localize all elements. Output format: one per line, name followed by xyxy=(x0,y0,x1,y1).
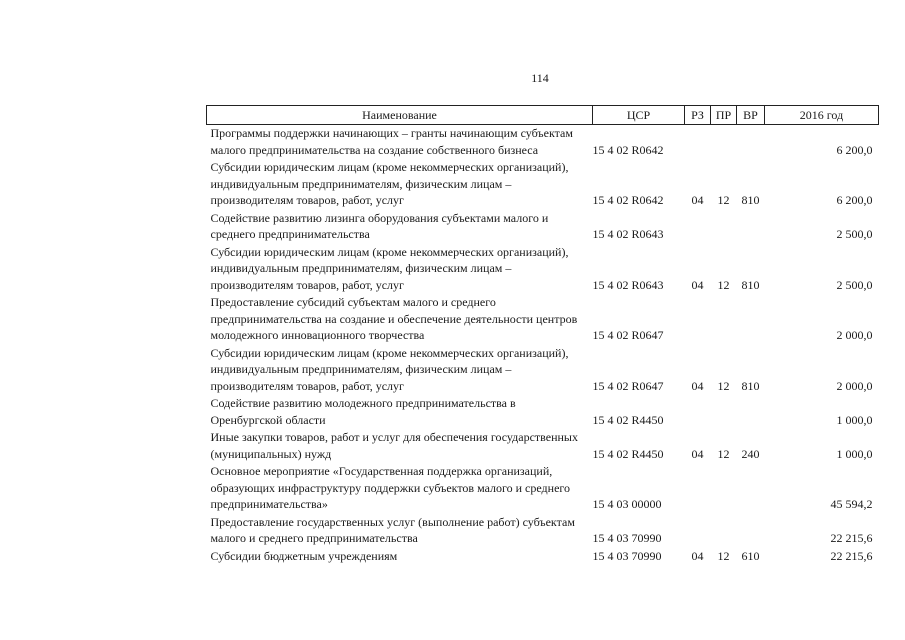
row-name: Иные закупки товаров, работ и услуг для обеспечения государственных (муниципальных) нужд xyxy=(210,430,578,461)
row-vr: 810 xyxy=(741,378,760,393)
row-name: Программы поддержки начинающих – гранты начинающим субъектам малого предпринимательства на создание собственного бизнеса xyxy=(210,126,573,157)
row-rz: 04 xyxy=(691,446,704,461)
table-row xyxy=(207,210,879,244)
row-rz: 04 xyxy=(691,378,704,393)
row-csr: 15 4 02 R0642 xyxy=(592,193,664,207)
row-pr: 12 xyxy=(717,193,730,207)
row-amount: 1 000,0 xyxy=(836,446,873,461)
row-name: Субсидии бюджетным учреждениям xyxy=(210,548,398,563)
row-vr: 240 xyxy=(741,446,760,461)
row-amount: 6 200,0 xyxy=(836,142,873,157)
table-row xyxy=(207,395,879,429)
row-pr: 12 xyxy=(717,378,730,393)
row-csr: 15 4 02 R0647 xyxy=(592,328,664,342)
row-pr: 12 xyxy=(717,548,730,563)
table-row xyxy=(207,514,879,548)
row-amount: 6 200,0 xyxy=(836,193,873,207)
row-rz xyxy=(685,463,711,514)
row-amount: 1 000,0 xyxy=(836,412,873,427)
row-pr xyxy=(711,210,737,244)
table-row xyxy=(207,159,879,210)
row-pr xyxy=(711,294,737,345)
table-row xyxy=(207,244,879,295)
row-pr: 12 xyxy=(717,446,730,461)
budget-table xyxy=(206,105,879,565)
row-csr: 15 4 02 R0642 xyxy=(592,142,664,157)
row-name: Содействие развитию лизинга оборудования субъектами малого и среднего предпринимательства xyxy=(210,210,549,241)
row-amount: 2 500,0 xyxy=(836,277,873,292)
row-name: Субсидии юридическим лицам (кроме некоммерческих организаций), индивидуальным предпринимателям, физическим лицам – производителям товаров, работ, услуг xyxy=(210,160,569,207)
row-vr xyxy=(737,125,765,160)
row-vr xyxy=(737,463,765,514)
table-row xyxy=(207,294,879,345)
row-name: Основное мероприятие «Государственная поддержка организаций, образующих инфраструктуру поддержки субъектов малого и среднего предпринимательства» xyxy=(210,464,571,511)
row-amount: 2 000,0 xyxy=(836,328,873,342)
row-rz xyxy=(685,210,711,244)
row-amount: 2 500,0 xyxy=(836,227,873,241)
row-name: Субсидии юридическим лицам (кроме некоммерческих организаций), индивидуальным предпринимателям, физическим лицам – производителям товаров, работ, услуг xyxy=(210,244,569,292)
table-row xyxy=(207,429,879,463)
row-vr xyxy=(737,210,765,244)
row-csr: 15 4 02 R0643 xyxy=(592,277,664,292)
row-vr xyxy=(737,514,765,548)
row-csr: 15 4 03 70990 xyxy=(592,531,662,545)
row-csr: 15 4 03 00000 xyxy=(592,497,662,511)
page-number: 114 xyxy=(531,71,549,85)
row-csr: 15 4 03 70990 xyxy=(592,548,662,563)
table-row xyxy=(207,548,879,566)
row-csr: 15 4 02 R0647 xyxy=(592,378,664,393)
row-rz xyxy=(685,294,711,345)
row-csr: 15 4 02 R0643 xyxy=(592,227,664,241)
row-name: Содействие развитию молодежного предпринимательства в Оренбургской области xyxy=(210,396,516,427)
row-amount: 45 594,2 xyxy=(830,497,873,511)
header-csr: ЦСР xyxy=(593,106,685,125)
header-year: 2016 год xyxy=(765,106,879,125)
row-amount: 2 000,0 xyxy=(836,378,873,393)
row-pr xyxy=(711,514,737,548)
table-row xyxy=(207,345,879,396)
row-pr xyxy=(711,395,737,429)
header-pr: ПР xyxy=(711,106,737,125)
row-vr xyxy=(737,395,765,429)
row-vr: 810 xyxy=(741,277,760,292)
table-body xyxy=(207,125,879,566)
row-vr: 610 xyxy=(741,548,760,563)
row-rz xyxy=(685,514,711,548)
header-rz: РЗ xyxy=(685,106,711,125)
row-amount: 22 215,6 xyxy=(830,548,873,563)
row-vr: 810 xyxy=(741,193,760,207)
row-pr: 12 xyxy=(717,277,730,292)
row-pr xyxy=(711,125,737,160)
row-name: Предоставление государственных услуг (выполнение работ) субъектам малого и среднего предпринимательства xyxy=(210,514,575,545)
row-amount: 22 215,6 xyxy=(830,531,873,545)
row-vr xyxy=(737,294,765,345)
table-row xyxy=(207,463,879,514)
row-csr: 15 4 02 R4450 xyxy=(592,446,664,461)
row-rz: 04 xyxy=(691,548,704,563)
table-row xyxy=(207,125,879,160)
row-name: Предоставление субсидий субъектам малого и среднего предпринимательства на создание и обеспечение деятельности центров молодежного инновационного творчества xyxy=(210,295,578,342)
header-name: Наименование xyxy=(207,106,593,125)
row-pr xyxy=(711,463,737,514)
row-name: Субсидии юридическим лицам (кроме некоммерческих организаций), индивидуальным предпринимателям, физическим лицам – производителям товаров, работ, услуг xyxy=(210,345,569,393)
row-rz xyxy=(685,125,711,160)
table-header-row xyxy=(207,106,879,125)
row-rz: 04 xyxy=(691,277,704,292)
row-rz: 04 xyxy=(691,193,704,207)
row-rz xyxy=(685,395,711,429)
row-csr: 15 4 02 R4450 xyxy=(592,412,664,427)
header-vr: ВР xyxy=(737,106,765,125)
